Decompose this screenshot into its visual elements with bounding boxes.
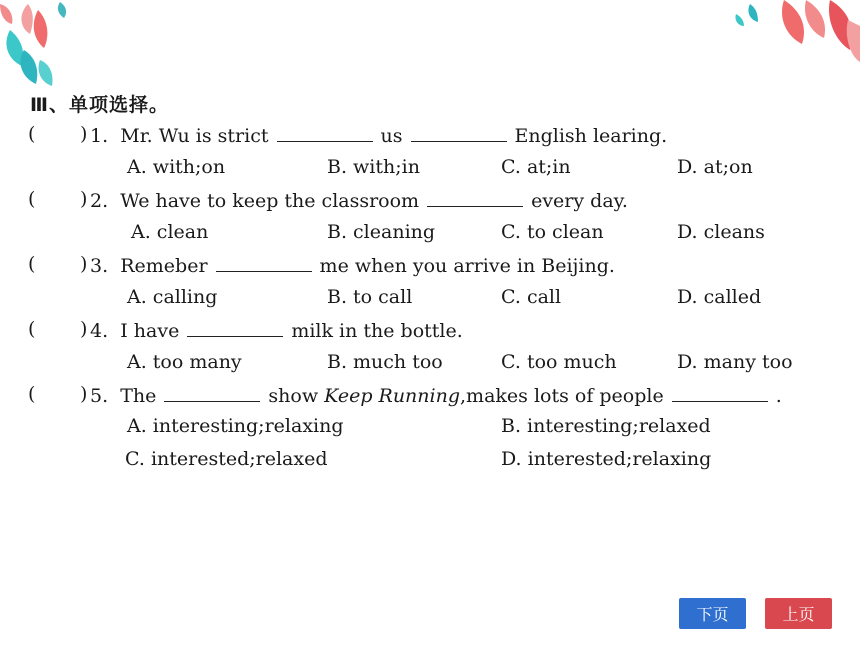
question-number: 5.: [90, 385, 109, 407]
option-b: B. cleaning: [327, 221, 436, 243]
previous-page-button[interactable]: 上页: [765, 598, 832, 629]
answer-blank: [672, 383, 768, 402]
question-text: every day.: [531, 190, 628, 212]
option-b: B. interesting;relaxed: [501, 415, 711, 437]
option-a: A. interesting;relaxing: [127, 415, 344, 437]
question-text: We have to keep the classroom: [120, 190, 420, 212]
option-c: C. to clean: [501, 221, 604, 243]
option-a: A. with;on: [127, 156, 226, 178]
next-page-button[interactable]: 下页: [679, 598, 746, 629]
answer-blank: [411, 123, 507, 142]
answer-blank: [187, 318, 283, 337]
question-text: Mr. Wu is strict: [120, 125, 269, 147]
answer-paren-close: ): [80, 318, 88, 340]
option-a: A. too many: [127, 351, 242, 373]
question-number: 1.: [90, 125, 109, 147]
option-b: B. much too: [327, 351, 443, 373]
show-title: Keep Running: [324, 385, 461, 407]
option-d: D. called: [677, 286, 762, 308]
answer-paren-close: ): [80, 383, 88, 405]
answer-paren-close: ): [80, 253, 88, 275]
answer-paren-open: (: [28, 188, 36, 210]
answer-paren-open: (: [28, 383, 36, 405]
answer-blank: [277, 123, 373, 142]
question-number: 2.: [90, 190, 109, 212]
answer-blank: [164, 383, 260, 402]
option-b: B. to call: [327, 286, 413, 308]
leaf-decoration-icon: [730, 0, 860, 70]
option-c: C. call: [501, 286, 562, 308]
option-d: D. cleans: [677, 221, 765, 243]
answer-paren-open: (: [28, 318, 36, 340]
answer-blank: [216, 253, 312, 272]
question-number: 4.: [90, 320, 109, 342]
option-a: A. calling: [127, 286, 218, 308]
option-d: D. at;on: [677, 156, 753, 178]
section-title: Ⅲ、单项选择。: [30, 94, 169, 116]
leaf-decoration-icon: [0, 0, 90, 95]
option-c: C. interested;relaxed: [125, 448, 328, 470]
answer-paren-open: (: [28, 253, 36, 275]
answer-paren-close: ): [80, 123, 88, 145]
answer-paren-close: ): [80, 188, 88, 210]
option-a: A. clean: [131, 221, 209, 243]
question-text: me when you arrive in Beijing.: [319, 255, 615, 277]
question-text: .: [775, 385, 782, 407]
answer-paren-open: (: [28, 123, 36, 145]
question-text: I have: [120, 320, 180, 342]
option-b: B. with;in: [327, 156, 420, 178]
option-c: C. too much: [501, 351, 617, 373]
question-number: 3.: [90, 255, 109, 277]
answer-blank: [427, 188, 523, 207]
question-text: milk in the bottle.: [291, 320, 463, 342]
option-d: D. interested;relaxing: [501, 448, 712, 470]
question-text: us: [380, 125, 403, 147]
option-c: C. at;in: [501, 156, 571, 178]
question-text: English learing.: [514, 125, 668, 147]
question-text: show: [268, 385, 319, 407]
option-d: D. many too: [677, 351, 793, 373]
question-text: Remeber: [120, 255, 208, 277]
question-text: ,makes lots of people: [460, 385, 664, 407]
question-text: The: [120, 385, 157, 407]
